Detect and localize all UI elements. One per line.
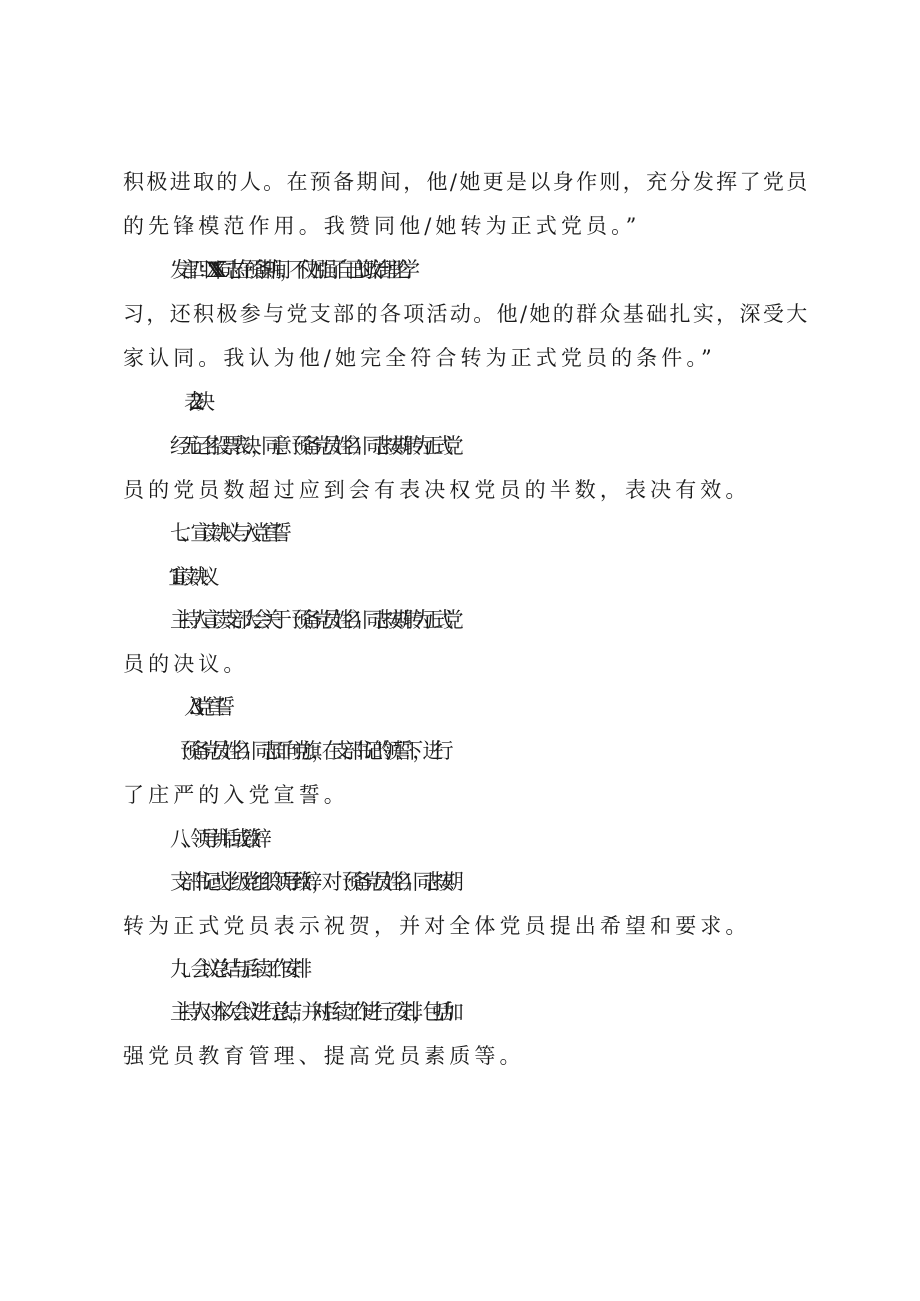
body-text-line: 主持人对本次会议进行总结，并对后续工作进行了安排，包括加	[170, 1000, 453, 1024]
body-text-line: 习，还积极参与党支部的各项活动。他/她的群众基础扎实，深受大	[123, 302, 810, 326]
body-text-line: 经无记名投票表决，同意（预备党员姓名）同志按期转为正式党	[170, 434, 453, 458]
body-text-line: 的先锋模范作用。我赞同他/她转为正式党员。”	[123, 214, 641, 238]
subheading-read-resolution: 1.宣读决议	[170, 565, 209, 589]
section-heading-seven: 七、宣读决议与入党宣誓	[170, 521, 282, 545]
body-text-line: 了庄严的入党宣誓。	[123, 783, 349, 807]
section-heading-vote: 2 .表决	[190, 390, 205, 414]
body-text-line: 员的决议。	[123, 652, 249, 676]
body-text-line: 主持人宣读支部大会关于（预备党员姓名）同志按期转为正式党	[170, 608, 453, 632]
body-text-line: 家认同。我认为他/她完全符合转为正式党员的条件。”	[123, 346, 716, 370]
body-text-line: 员的党员数超过应到会有表决权党员的半数，表决有效。	[123, 478, 751, 502]
speech-four-line: 发言四：“XXX同志在预备期间，不仅加强了自己的政治理论学	[170, 258, 409, 282]
subheading-oath: 3 .入党宣誓	[190, 695, 225, 719]
body-text-line: （预备党员姓名）同志面向党旗，在支部书记的领誓下，进行	[170, 739, 443, 763]
body-text-line: 积极进取的人。在预备期间，他/她更是以身作则，充分发挥了党员	[123, 170, 810, 194]
body-text-line: 转为正式党员表示祝贺，并对全体党员提出希望和要求。	[123, 914, 751, 938]
body-text-line: 强党员教育管理、提高党员素质等。	[123, 1044, 525, 1068]
section-heading-eight: 八、领导讲话或致辞	[170, 827, 261, 851]
body-text-line: 支部书记或上级党组织领导致辞，对（预备党员姓名）同志按期	[170, 870, 453, 894]
section-heading-nine: 九、会议总结与后续工作安排	[170, 957, 302, 981]
